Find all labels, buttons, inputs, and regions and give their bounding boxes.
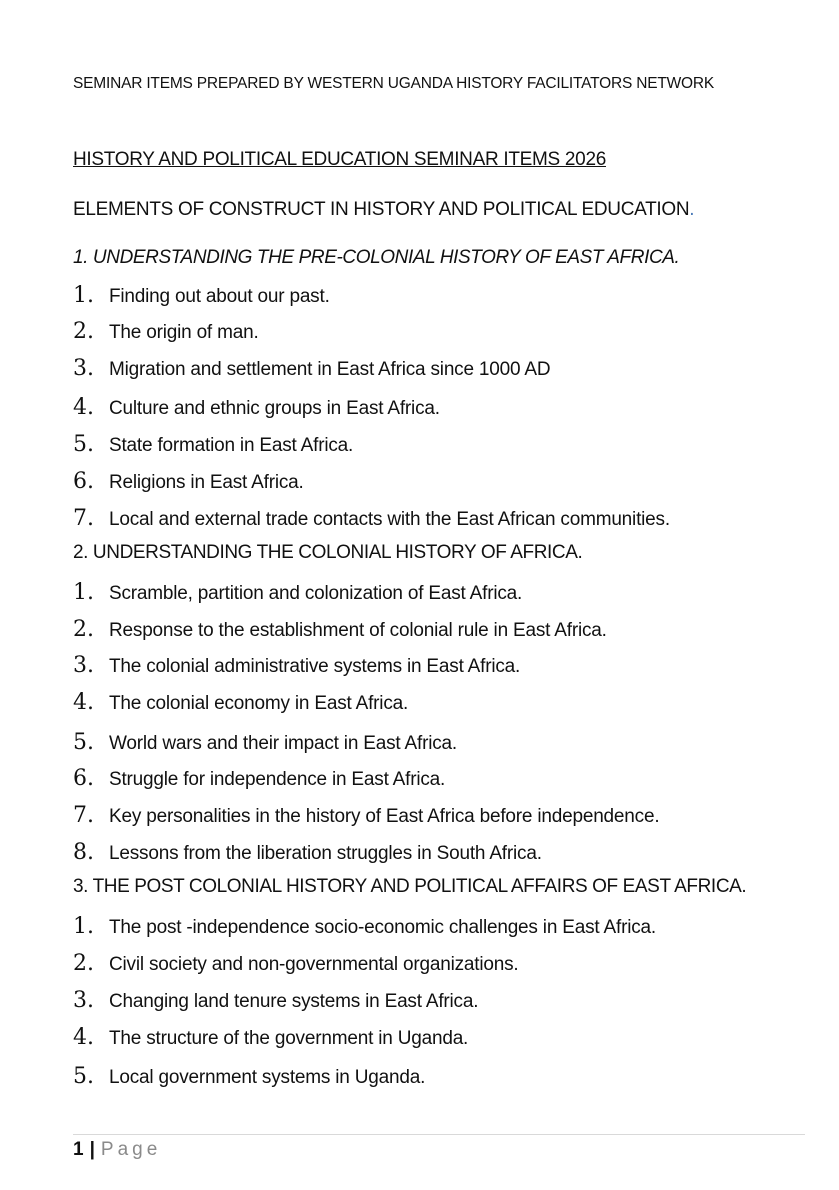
item-text: Religions in East Africa. <box>109 472 304 493</box>
list-item <box>73 730 457 762</box>
item-number: 7. <box>73 803 94 828</box>
item-text: Struggle for independence in East Africa. <box>109 769 446 790</box>
list-item <box>73 914 656 946</box>
item-text: The colonial administrative systems in East Africa. <box>109 656 521 677</box>
item-text: The colonial economy in East Africa. <box>109 693 409 714</box>
item-text: Local government systems in Uganda. <box>109 1067 426 1088</box>
list-item <box>73 469 304 501</box>
item-text: Response to the establishment of colonial rule in East Africa. <box>109 620 607 641</box>
item-number: 4. <box>73 690 94 715</box>
page-footer <box>73 1139 161 1161</box>
item-text: Scramble, partition and colonization of East Africa. <box>109 583 523 604</box>
item-number: 2. <box>73 617 94 642</box>
footer-divider <box>73 1134 805 1135</box>
item-number: 7. <box>73 506 94 531</box>
item-number: 5. <box>73 730 94 755</box>
item-text: Local and external trade contacts with the East African communities. <box>109 509 670 530</box>
item-number: 6. <box>73 469 94 494</box>
list-item <box>73 283 330 315</box>
item-number: 4. <box>73 1025 94 1050</box>
item-text: The post -independence socio-economic challenges in East Africa. <box>109 917 656 938</box>
item-text: The structure of the government in Uganda. <box>109 1028 469 1049</box>
list-item <box>73 951 518 983</box>
list-item <box>73 1064 425 1096</box>
list-item <box>73 1025 468 1057</box>
document-subtitle <box>73 199 694 221</box>
list-item <box>73 690 408 722</box>
item-text: The origin of man. <box>109 322 259 343</box>
list-item <box>73 395 440 427</box>
item-text: Changing land tenure systems in East Africa. <box>109 991 479 1012</box>
page-number: 1 <box>73 1139 84 1160</box>
footer-separator: | <box>89 1139 95 1160</box>
list-item <box>73 432 353 464</box>
item-text: Key personalities in the history of East Africa before independence. <box>109 806 660 827</box>
item-number: 1. <box>73 914 94 939</box>
item-number: 5. <box>73 432 94 457</box>
item-number: 2. <box>73 319 94 344</box>
list-item <box>73 988 478 1020</box>
item-number: 2. <box>73 951 94 976</box>
list-item <box>73 506 670 538</box>
item-text: World wars and their impact in East Africa. <box>109 733 457 754</box>
page-label: Page <box>100 1139 162 1160</box>
list-item <box>73 840 542 872</box>
item-number: 6. <box>73 766 94 791</box>
list-item <box>73 617 607 649</box>
item-number: 3. <box>73 988 94 1013</box>
document-header: SEMINAR ITEMS PREPARED BY WESTERN UGANDA HISTORY FACILITATORS NETWORK <box>73 75 715 92</box>
list-item <box>73 580 522 612</box>
list-item <box>73 356 550 388</box>
item-number: 8. <box>73 840 94 865</box>
item-number: 3. <box>73 356 94 381</box>
list-item <box>73 653 520 685</box>
item-number: 5. <box>73 1064 94 1089</box>
item-text: Finding out about our past. <box>109 286 330 307</box>
section-heading: 2. UNDERSTANDING THE COLONIAL HISTORY OF AFRICA. <box>73 542 583 563</box>
list-item <box>73 319 259 351</box>
section-heading: 3. THE POST COLONIAL HISTORY AND POLITICAL AFFAIRS OF EAST AFRICA. <box>73 876 747 897</box>
list-item <box>73 803 659 835</box>
item-text: State formation in East Africa. <box>109 435 354 456</box>
item-text: Civil society and non-governmental organizations. <box>109 954 519 975</box>
item-number: 3. <box>73 653 94 678</box>
item-text: Culture and ethnic groups in East Africa. <box>109 398 440 419</box>
item-number: 4. <box>73 395 94 420</box>
document-title: HISTORY AND POLITICAL EDUCATION SEMINAR ITEMS 2026 <box>73 149 606 170</box>
item-number: 1. <box>73 580 94 605</box>
item-number: 1. <box>73 283 94 308</box>
list-item <box>73 766 445 798</box>
subtitle-text: ELEMENTS OF CONSTRUCT IN HISTORY AND POLITICAL EDUCATION <box>73 199 690 220</box>
section-heading: 1. UNDERSTANDING THE PRE-COLONIAL HISTORY OF EAST AFRICA. <box>73 247 680 268</box>
item-text: Migration and settlement in East Africa since 1000 AD <box>109 359 551 380</box>
subtitle-period: . <box>689 199 695 220</box>
item-text: Lessons from the liberation struggles in South Africa. <box>109 843 542 864</box>
